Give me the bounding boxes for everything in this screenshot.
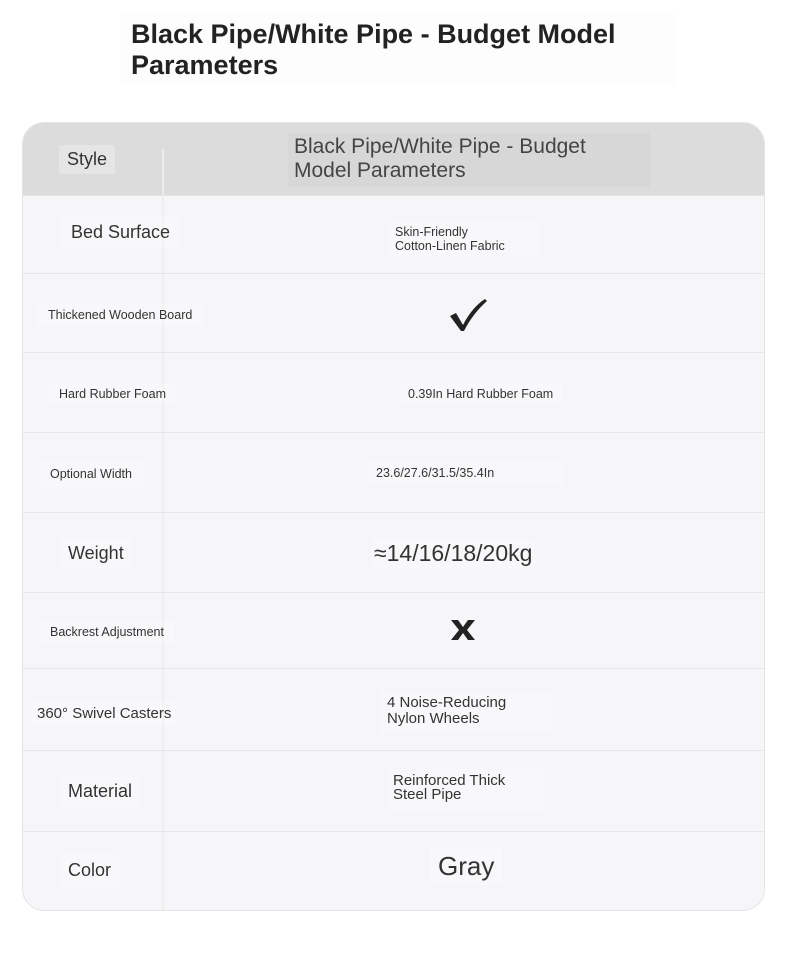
row-value-line2: Nylon Wheels [387, 710, 480, 727]
check-icon [448, 298, 488, 332]
row-value: 23.6/27.6/31.5/35.4In [367, 461, 565, 485]
table-row-thickened-wooden-board [23, 273, 764, 353]
row-value: ≈14/16/18/20kg [371, 538, 535, 569]
table-row-bed-surface [23, 195, 764, 274]
table-row-weight [23, 512, 764, 593]
table-row-optional-width [23, 432, 764, 513]
page-title [120, 14, 675, 86]
parameters-table [22, 122, 765, 911]
x-icon [450, 619, 476, 641]
page-title-text: Black Pipe/White Pipe - Budget Model Parameters [131, 19, 616, 80]
row-label: Weight [60, 538, 132, 569]
header-value-line2: Model Parameters [294, 159, 466, 182]
table-header-row [23, 123, 764, 195]
table-row-backrest-adjustment [23, 592, 764, 669]
row-value: 0.39In Hard Rubber Foam [399, 383, 562, 405]
row-value [387, 222, 540, 256]
row-label: Thickened Wooden Board [37, 304, 203, 326]
header-value-line1: Black Pipe/White Pipe - Budget [294, 135, 586, 158]
row-value-line1: 4 Noise-Reducing [387, 694, 507, 711]
row-value-line2: Cotton-Linen Fabric [395, 239, 505, 253]
row-label: Optional Width [39, 461, 143, 487]
header-value [288, 133, 650, 187]
table-row-color [23, 831, 764, 911]
header-label: Style [59, 145, 115, 174]
table-row-swivel-casters [23, 668, 764, 751]
row-label: Backrest Adjustment [40, 621, 174, 643]
row-value: Gray [430, 848, 502, 885]
row-value-line2: Steel Pipe [393, 786, 462, 803]
row-value [387, 769, 543, 811]
table-row-hard-rubber-foam [23, 352, 764, 433]
row-value [379, 691, 551, 733]
table-row-material [23, 750, 764, 832]
row-value-line1: Reinforced Thick [393, 772, 506, 789]
row-label: Material [60, 776, 140, 807]
row-label: Hard Rubber Foam [49, 383, 176, 405]
row-label: Color [60, 854, 119, 887]
row-label: Bed Surface [60, 216, 181, 249]
row-value-line1: Skin-Friendly [395, 225, 468, 239]
row-label: 360° Swivel Casters [31, 701, 177, 726]
